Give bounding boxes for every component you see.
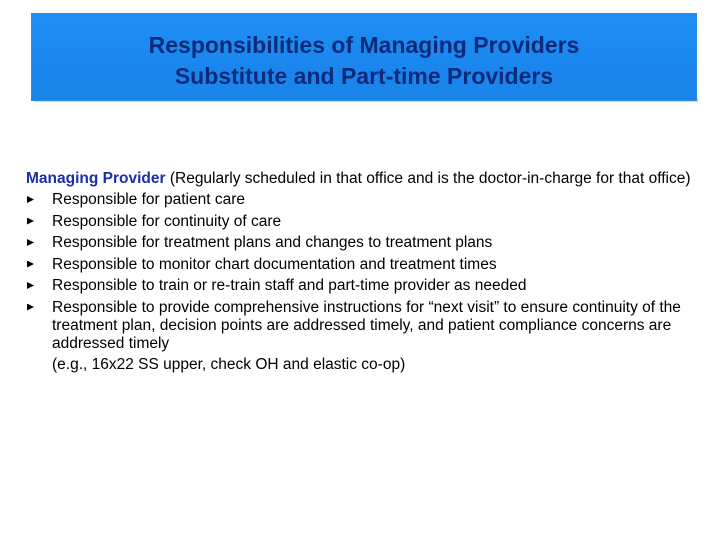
list-item-text: Responsible to monitor chart documentation and treatment times — [52, 255, 497, 273]
managing-provider-description: (Regularly scheduled in that office and is the doctor-in-charge for that office) — [165, 170, 691, 187]
responsibility-list — [26, 191, 696, 353]
bullet-arrow-icon — [27, 196, 34, 203]
bullet-arrow-icon — [27, 261, 34, 268]
list-item-text: Responsible for patient care — [52, 191, 246, 208]
bullet-arrow-icon — [27, 282, 34, 289]
list-item-text: Responsible to train or re-train staff and part-time provider as needed — [52, 277, 527, 294]
slide-title-line-2: Substitute and Part-time Providers — [174, 63, 554, 89]
managing-provider-label: Managing Provider — [26, 170, 166, 187]
list-item — [26, 256, 696, 274]
list-item-text: Responsible for treatment plans and changes to treatment plans — [52, 234, 493, 251]
slide-body — [26, 170, 696, 374]
intro-paragraph — [26, 170, 696, 188]
list-item-text: Responsible for continuity of care — [52, 212, 282, 230]
list-item — [26, 213, 696, 231]
slide-title — [32, 30, 696, 92]
list-item — [26, 191, 696, 209]
slide-title-line-1: Responsibilities of Managing Providers — [148, 32, 580, 58]
list-item — [26, 277, 696, 295]
list-item — [26, 299, 696, 353]
title-banner — [32, 14, 696, 100]
bullet-arrow-icon — [27, 239, 34, 246]
list-item — [26, 234, 696, 252]
example-note: (e.g., 16x22 SS upper, check OH and elastic co-op) — [52, 356, 406, 373]
bullet-arrow-icon — [27, 304, 34, 311]
list-item-text: Responsible to provide comprehensive instructions for “next visit” to ensure continuity of the treatment plan, decision points are addressed timely, and patient compliance concerns are addressed timely — [52, 298, 681, 352]
bullet-arrow-icon — [27, 218, 34, 225]
